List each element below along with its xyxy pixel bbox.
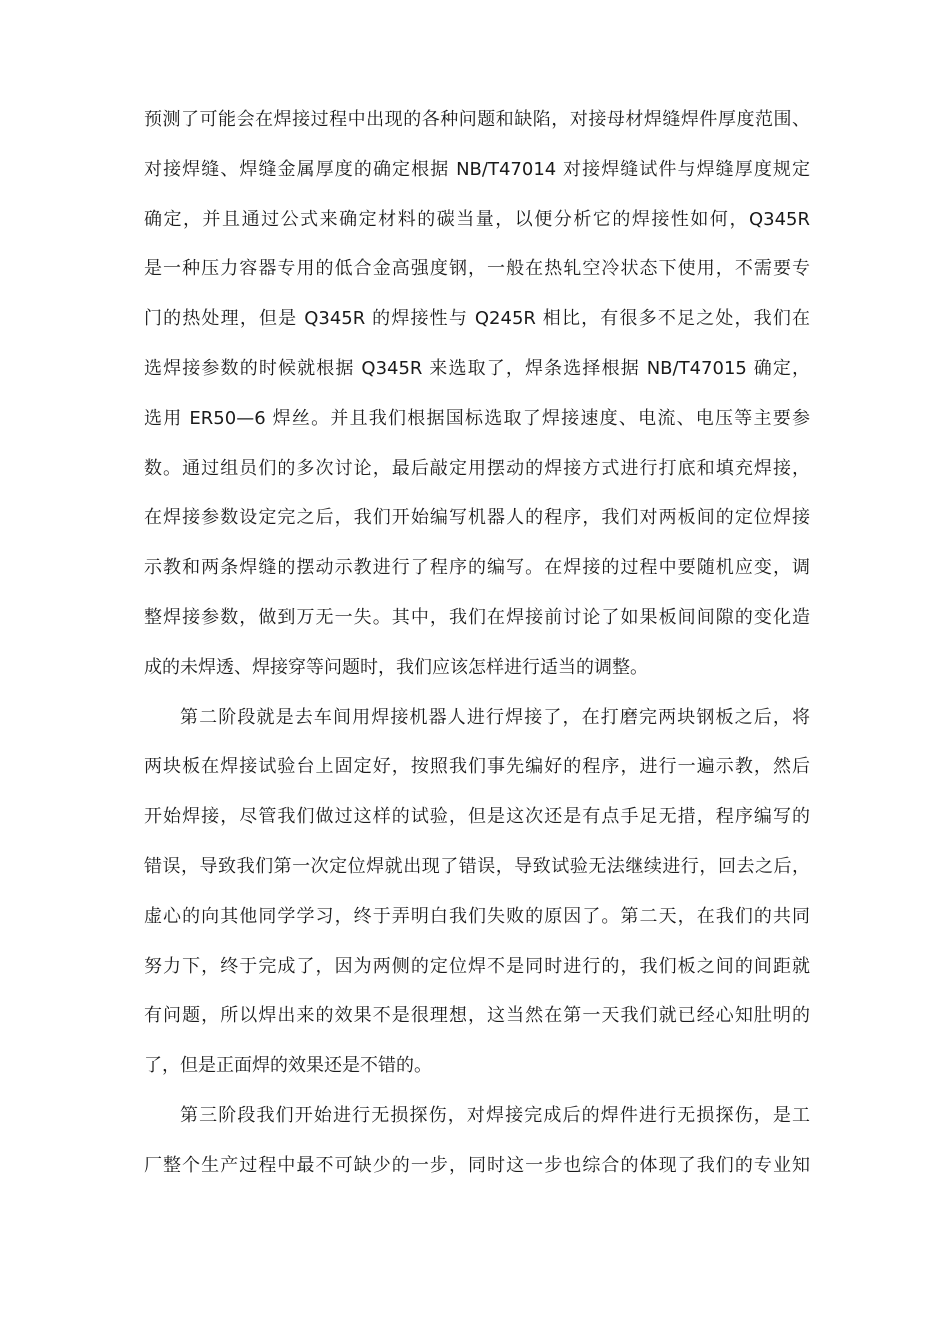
body-text [144, 102, 810, 1198]
text-line: 在焊接参数设定完之后，我们开始编写机器人的程序，我们对两板间的定位焊接 [144, 507, 810, 529]
text-line: 对接焊缝、焊缝金属厚度的确定根据 NB/T47014 对接焊缝试件与焊缝厚度规定 [144, 158, 810, 180]
text-line: 厂整个生产过程中最不可缺少的一步，同时这一步也综合的体现了我们的专业知 [144, 1154, 810, 1176]
text-line: 示教和两条焊缝的摆动示教进行了程序的编写。在焊接的过程中要随机应变，调 [144, 557, 810, 579]
paragraph-end-line: 了，但是正面焊的效果还是不错的。 [144, 1055, 432, 1077]
text-line: 选用 ER50—6 焊丝。并且我们根据国标选取了焊接速度、电流、电压等主要参 [144, 407, 810, 429]
text-line: 是一种压力容器专用的低合金高强度钢，一般在热轧空冷状态下使用，不需要专 [144, 258, 810, 280]
text-line: 门的热处理，但是 Q345R 的焊接性与 Q245R 相比，有很多不足之处，我们在 [144, 308, 810, 330]
text-line: 确定，并且通过公式来确定材料的碳当量，以便分析它的焊接性如何，Q345R [144, 208, 810, 230]
text-line: 错误，导致我们第一次定位焊就出现了错误，导致试验无法继续进行，回去之后， [144, 855, 810, 877]
paragraph-first-line: 第三阶段我们开始进行无损探伤，对焊接完成后的焊件进行无损探伤，是工 [180, 1104, 810, 1126]
text-line: 整焊接参数，做到万无一失。其中，我们在焊接前讨论了如果板间间隙的变化造 [144, 606, 810, 628]
text-line: 有问题，所以焊出来的效果不是很理想，这当然在第一天我们就已经心知肚明的 [144, 1005, 810, 1027]
text-line: 开始焊接，尽管我们做过这样的试验，但是这次还是有点手足无措，程序编写的 [144, 806, 810, 828]
text-line: 努力下，终于完成了，因为两侧的定位焊不是同时进行的，我们板之间的间距就 [144, 955, 810, 977]
text-line: 虚心的向其他同学学习，终于弄明白我们失败的原因了。第二天，在我们的共同 [144, 905, 810, 927]
text-line: 预测了可能会在焊接过程中出现的各种问题和缺陷，对接母材焊缝焊件厚度范围、 [144, 109, 810, 130]
paragraph-end-line: 成的未焊透、焊接穿等问题时，我们应该怎样进行适当的调整。 [144, 656, 648, 678]
text-line: 选焊接参数的时候就根据 Q345R 来选取了，焊条选择根据 NB/T47015 确定， [144, 357, 810, 379]
text-line: 两块板在焊接试验台上固定好，按照我们事先编好的程序，进行一遍示教，然后 [144, 756, 810, 778]
paragraph-first-line: 第二阶段就是去车间用焊接机器人进行焊接了，在打磨完两块钢板之后，将 [180, 706, 810, 728]
text-line: 数。通过组员们的多次讨论，最后敲定用摆动的焊接方式进行打底和填充焊接， [144, 457, 810, 479]
